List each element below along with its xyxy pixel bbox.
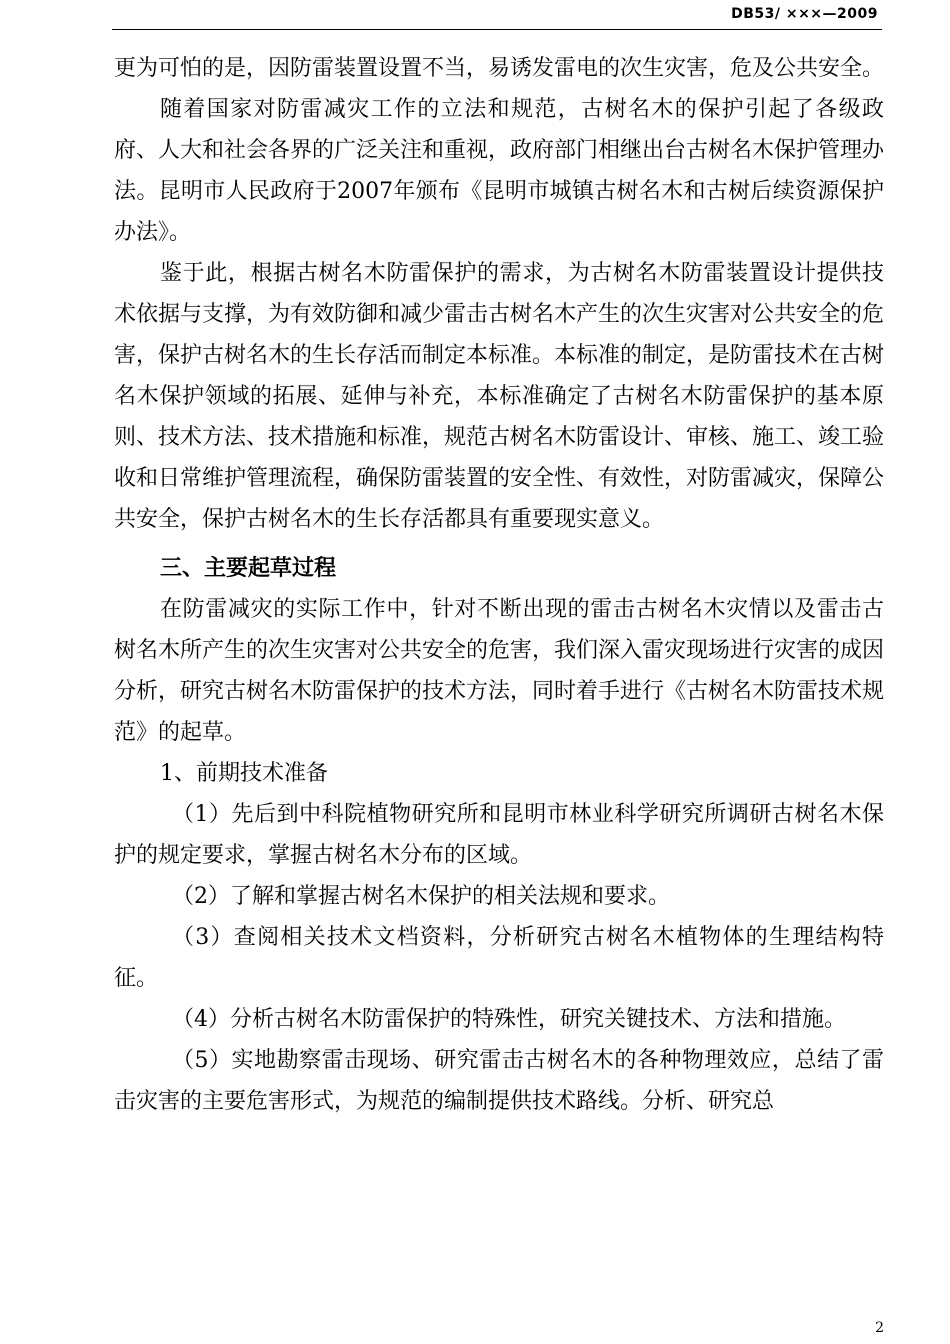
list-item-2: （2）了解和掌握古树名木保护的相关法规和要求。 [172,884,670,909]
list-item-5: （5）实地勘察雷击现场、研究雷击古树名木的各种物理效应，总结了雷击灾害的主要危害形式，为规范的编制提供技术路线。分析、研究总 [114,1048,884,1114]
subsection-heading: 1、前期技术准备 [160,761,328,786]
paragraph-2: 随着国家对防雷减灾工作的立法和规范，古树名木的保护引起了各级政府、人大和社会各界的广泛关注和重视，政府部门相继出台古树名木保护管理办法。昆明市人民政府于2007年颁布《昆明市城镇古树名木和古树后续资源保护办法》。 [114,97,885,245]
header-divider [112,29,882,30]
paragraph-1: 更为可怕的是，因防雷装置设置不当，易诱发雷电的次生灾害，危及公共安全。 [114,56,885,81]
document-body [114,48,884,1122]
paragraph-4: 在防雷减灾的实际工作中，针对不断出现的雷击古树名木灾情以及雷击古树名木所产生的次生灾害对公共安全的危害，我们深入雷灾现场进行灾害的成因分析，研究古树名木防雷保护的技术方法，同时着手进行《古树名木防雷技术规范》的起草。 [114,597,885,745]
list-item-1: （1）先后到中科院植物研究所和昆明市林业科学研究所调研古树名木保护的规定要求，掌握古树名木分布的区域。 [114,802,884,868]
paragraph-3: 鉴于此，根据古树名木防雷保护的需求，为古树名木防雷装置设计提供技术依据与支撑，为有效防御和减少雷击古树名木产生的次生灾害对公共安全的危害，保护古树名木的生长存活而制定本标准。本标准的制定，是防雷技术在古树名木保护领域的拓展、延伸与补充，本标准确定了古树名木防雷保护的基本原则、技术方法、技术措施和标准，规范古树名木防雷设计、审核、施工、竣工验收和日常维护管理流程，确保防雷装置的安全性、有效性，对防雷减灾，保障公共安全，保护古树名木的生长存活都具有重要现实意义。 [114,261,885,532]
list-item-4: （4）分析古树名木防雷保护的特殊性，研究关键技术、方法和措施。 [172,1007,846,1032]
section-heading: 三、主要起草过程 [160,556,337,581]
page-number: 2 [875,1320,884,1336]
list-item-3: （3）查阅相关技术文档资料，分析研究古树名木植物体的生理结构特征。 [114,925,884,991]
document-code: DB53/ ×××—2009 [731,6,878,22]
